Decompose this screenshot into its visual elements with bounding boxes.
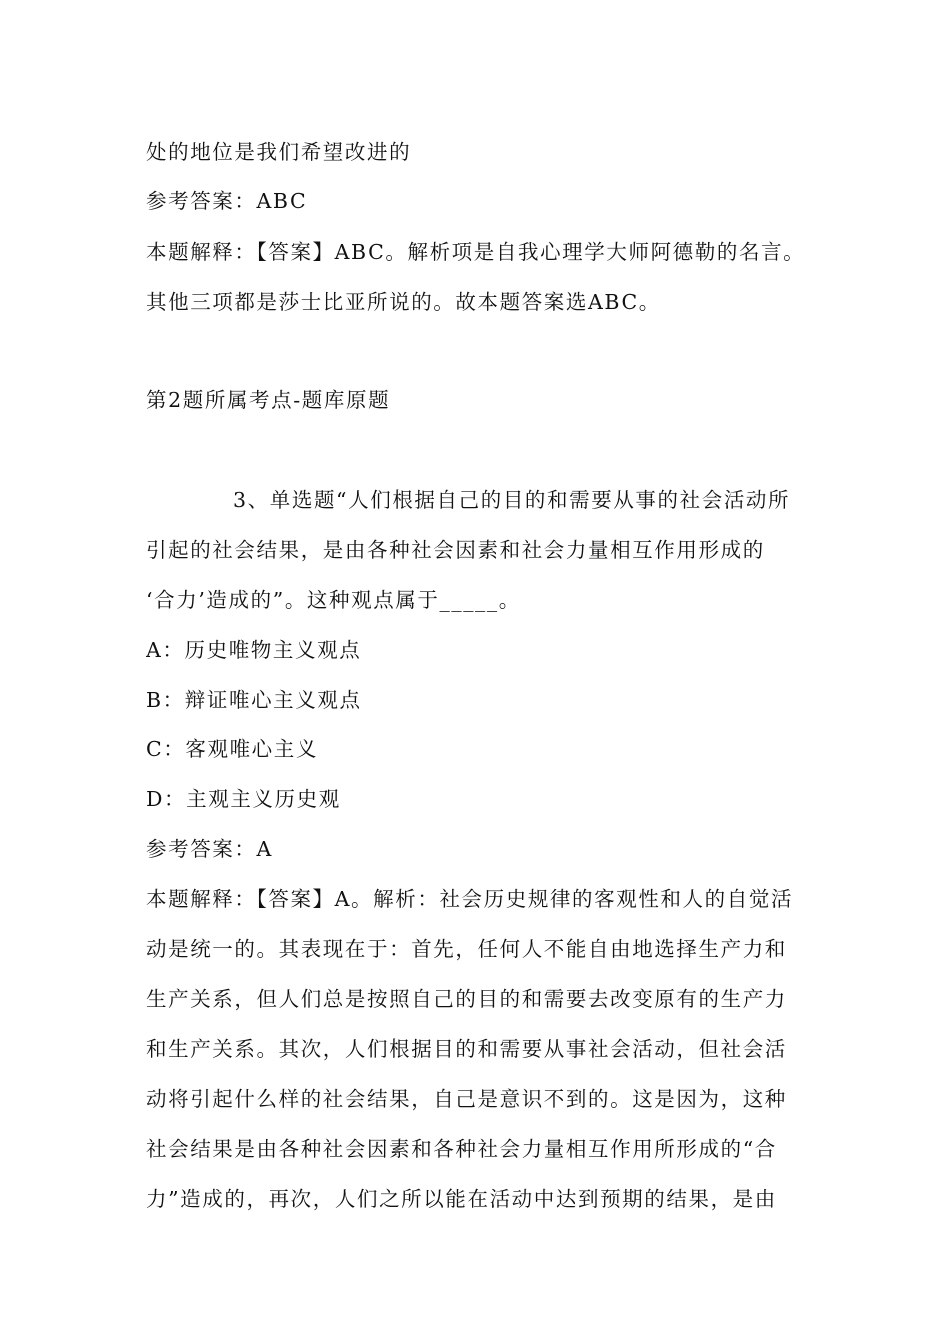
option-d: D：主观主义历史观 — [146, 787, 341, 811]
explanation-line: 本题解释：【答案】A。解析：社会历史规律的客观性和人的自觉活 — [146, 887, 794, 911]
option-c: C：客观唯心主义 — [146, 737, 318, 761]
explanation-line: 生产关系，但人们总是按照自己的目的和需要去改变原有的生产力 — [146, 987, 787, 1011]
explanation-line: 和生产关系。其次，人们根据目的和需要从事社会活动，但社会活 — [146, 1037, 787, 1061]
question-text-line: 引起的社会结果，是由各种社会因素和社会力量相互作用形成的 — [146, 538, 765, 562]
option-a: A：历史唯物主义观点 — [146, 638, 362, 662]
prev-question-tail: 处的地位是我们希望改进的 — [146, 140, 412, 164]
prev-explanation-line: 本题解释：【答案】ABC。解析项是自我心理学大师阿德勒的名言。 — [146, 240, 806, 264]
section-note: 第2题所属考点-题库原题 — [146, 388, 391, 412]
explanation-line: 力”造成的，再次，人们之所以能在活动中达到预期的结果，是由 — [146, 1187, 777, 1211]
option-b: B：辩证唯心主义观点 — [146, 688, 362, 712]
explanation-line: 动是统一的。其表现在于：首先，任何人不能自由地选择生产力和 — [146, 937, 787, 961]
prev-explanation-line: 其他三项都是莎士比亚所说的。故本题答案选ABC。 — [146, 290, 661, 314]
question-text-line: ‘合力’造成的”。这种观点属于_____。 — [146, 588, 521, 612]
explanation-line: 动将引起什么样的社会结果，自己是意识不到的。这是因为，这种 — [146, 1087, 787, 1111]
explanation-line: 社会结果是由各种社会因素和各种社会力量相互作用所形成的“合 — [146, 1137, 777, 1161]
prev-answer: 参考答案：ABC — [146, 189, 308, 213]
answer: 参考答案：A — [146, 837, 273, 861]
question-text-line: 3、单选题“人们根据自己的目的和需要从事的社会活动所 — [233, 488, 791, 512]
